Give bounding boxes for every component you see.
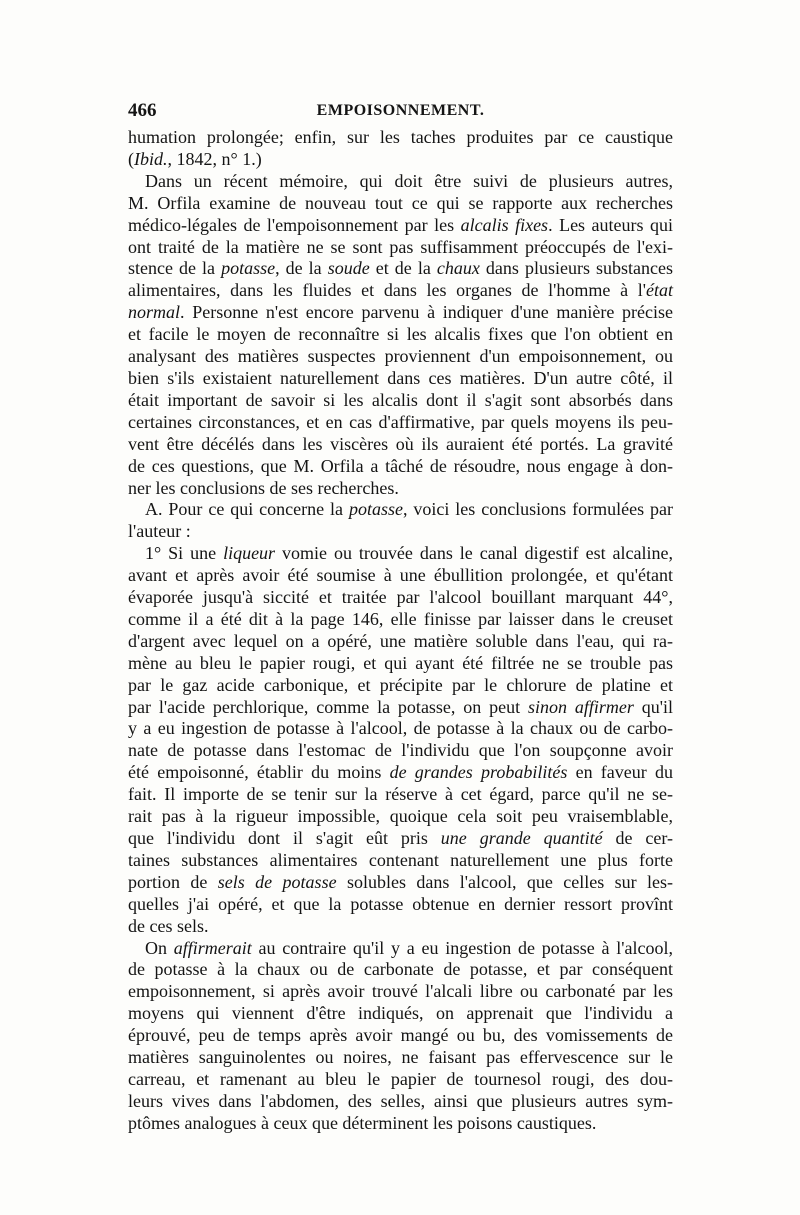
- text-run: On: [145, 937, 174, 958]
- text-run: en faveur du: [567, 762, 673, 783]
- text-run: y a eu ingestion de potasse à l'alcool, de potasse à la chaux ou de carbo-: [128, 718, 673, 739]
- text-line: [128, 412, 673, 434]
- text-line: [128, 1113, 673, 1135]
- text-run: M. Orfila examine de nouveau tout ce qui se rapporte aux recherches: [128, 192, 673, 213]
- text-line: [128, 1069, 673, 1091]
- text-run: par l'acide perchlorique, comme la potasse, on peut: [128, 696, 529, 717]
- text-run: portion de: [128, 871, 218, 892]
- text-line: [128, 894, 673, 916]
- italic-text: affirmerait: [173, 937, 252, 958]
- running-head: EMPOISONNEMENT.: [316, 102, 485, 119]
- text-line: [128, 215, 673, 237]
- italic-text: alcalis fixes: [460, 214, 549, 235]
- text-run: que l'individu dont il s'agit eût pris: [128, 828, 441, 848]
- text-line: [128, 850, 673, 872]
- text-line: [128, 675, 673, 697]
- text-run: , voici les conclusions formulées par: [402, 499, 673, 520]
- text-run: de potasse à la chaux ou de carbonate de potasse, et par conséquent: [128, 959, 673, 980]
- text-run: comme il a été dit à la page 146, elle finisse par laisser dans le creuset: [128, 608, 673, 629]
- text-run: quelles j'ai opéré, et que la potasse obtenue en dernier ressort provînt: [128, 893, 673, 914]
- italic-text: potasse: [348, 499, 403, 520]
- text-line: [128, 916, 673, 938]
- text-run: par le gaz acide carbonique, et précipite par le chlorure de platine et: [128, 674, 673, 695]
- text-line: [128, 280, 673, 302]
- italic-text: normal: [128, 302, 181, 323]
- text-run: mène au bleu le papier rougi, et qui ayant été filtrée ne se trouble pas: [128, 652, 673, 673]
- text-line: [128, 346, 673, 368]
- italic-text: une grande quantité: [440, 828, 603, 848]
- text-line: [128, 499, 673, 521]
- text-line: [128, 565, 673, 587]
- text-line: [128, 806, 673, 828]
- text-line: [128, 631, 673, 653]
- text-run: fait. Il importe de se tenir sur la réserve à cet égard, parce qu'il ne se-: [128, 784, 673, 805]
- text-run: Dans un récent mémoire, qui doit être suivi de plusieurs autres,: [145, 170, 673, 191]
- italic-text: chaux: [436, 258, 480, 279]
- text-run: de ces questions, que M. Orfila a tâché de résoudre, nous engage à don-: [128, 455, 673, 476]
- text-run: ner les conclusions de ses recherches.: [128, 477, 399, 498]
- text-run: moyens qui viennent d'être indiqués, on apprenait que l'individu a: [128, 1003, 673, 1024]
- text-line: [128, 390, 673, 412]
- text-line: [128, 1047, 673, 1069]
- text-run: leurs vives dans l'abdomen, des selles, ainsi que plusieurs autres sym-: [128, 1090, 673, 1111]
- text-run: ont traité de la matière ne se sont pas suffisamment préoccupés de l'exi-: [128, 236, 673, 257]
- text-run: avant et après avoir été soumise à une ébullition prolongée, et qu'étant: [128, 565, 673, 586]
- text-line: [128, 653, 673, 675]
- italic-text: sinon affirmer: [528, 696, 634, 717]
- text-line: [128, 828, 673, 850]
- text-line: [128, 872, 673, 894]
- text-run: de cer-: [602, 828, 673, 848]
- page-header: [128, 100, 673, 126]
- text-run: matières sanguinolentes ou noires, ne faisant pas effervescence sur le: [128, 1047, 673, 1068]
- text-line: [128, 324, 673, 346]
- text-run: stence de la: [128, 258, 222, 279]
- text-line: [128, 587, 673, 609]
- text-run: et facile le moyen de reconnaître si les alcalis fixes que l'on obtient en: [128, 324, 673, 345]
- text-line: [128, 718, 673, 740]
- italic-text: Ibid.: [134, 148, 168, 169]
- text-line: [128, 784, 673, 806]
- text-run: nate de potasse dans l'estomac de l'individu que l'on soupçonne avoir: [128, 740, 673, 761]
- italic-text: soude: [327, 258, 370, 279]
- text-run: qu'il: [633, 696, 673, 717]
- text-run: empoisonnement, si après avoir trouvé l'alcali libre ou carbonaté par les: [128, 981, 673, 1002]
- text-run: , de la: [275, 258, 328, 279]
- text-run: de ces sels.: [128, 915, 209, 936]
- text-line: [128, 740, 673, 762]
- text-run: dans plusieurs substances: [479, 258, 673, 279]
- text-run: certaines circonstances, et en cas d'affirmative, par quels moyens ils peu-: [128, 411, 673, 432]
- text-line: [128, 543, 673, 565]
- text-line: [128, 171, 673, 193]
- text-line: [128, 237, 673, 259]
- text-run: ptômes analogues à ceux que déterminent les poisons caustiques.: [128, 1112, 597, 1133]
- text-run: taines substances alimentaires contenant naturellement une plus forte: [128, 849, 673, 870]
- italic-text: sels de potasse: [217, 871, 337, 892]
- text-line: [128, 521, 673, 543]
- text-run: solubles dans l'alcool, que celles sur les-: [336, 871, 673, 892]
- text-run: 1° Si une: [145, 543, 224, 564]
- text-line: [128, 456, 673, 478]
- text-run: bien s'ils existaient naturellement dans ces matières. D'un autre côté, il: [128, 367, 673, 388]
- text-run: d'argent avec lequel on a opéré, une matière soluble dans l'eau, qui ra-: [128, 630, 673, 651]
- text-run: . Les auteurs qui: [548, 214, 674, 235]
- text-run: et de la: [369, 258, 437, 279]
- text-run: vomie ou trouvée dans le canal digestif est alcaline,: [275, 543, 673, 564]
- text-run: . Personne n'est encore parvenu à indiquer d'une manière précise: [180, 302, 673, 323]
- text-run: analysant des matières suspectes proviennent d'un empoisonnement, ou: [128, 346, 673, 367]
- italic-text: liqueur: [223, 543, 276, 564]
- text-line: [128, 258, 673, 280]
- text-run: été empoisonné, établir du moins: [128, 762, 390, 783]
- text-line: [128, 981, 673, 1003]
- italic-text: potasse: [221, 258, 276, 279]
- text-run: carreau, et ramenant au bleu le papier de tournesol rougi, des dou-: [128, 1068, 673, 1089]
- text-line: [128, 1025, 673, 1047]
- text-run: (: [128, 148, 134, 169]
- text-run: humation prolongée; enfin, sur les taches produites par ce caustique: [128, 127, 673, 147]
- text-run: éprouvé, peu de temps après avoir mangé ou bu, des vomissements de: [128, 1025, 673, 1046]
- body-text: [128, 127, 673, 1135]
- text-line: [128, 609, 673, 631]
- text-run: était important de savoir si les alcalis dont il s'agit sont absorbés dans: [128, 389, 673, 410]
- text-line: [128, 697, 673, 719]
- italic-text: état: [646, 280, 673, 301]
- text-run: médico-légales de l'empoisonnement par les: [128, 214, 461, 235]
- text-line: [128, 1091, 673, 1113]
- text-run: l'auteur :: [128, 521, 191, 542]
- text-run: rait pas à la rigueur impossible, quoique cela soit peu vraisemblable,: [128, 806, 673, 827]
- text-line: [128, 1003, 673, 1025]
- text-run: au contraire qu'il y a eu ingestion de potasse à l'alcool,: [251, 937, 673, 958]
- text-run: évaporée jusqu'à siccité et traitée par l'alcool bouillant marquant 44°,: [128, 587, 673, 608]
- text-line: [128, 149, 673, 171]
- text-line: [128, 127, 673, 149]
- text-line: [128, 762, 673, 784]
- text-line: [128, 938, 673, 960]
- text-line: [128, 193, 673, 215]
- text-run: vent être décélés dans les viscères où ils auraient été portés. La gravité: [128, 433, 673, 454]
- text-line: [128, 302, 673, 324]
- text-line: [128, 368, 673, 390]
- italic-text: de grandes probabilités: [389, 762, 568, 783]
- text-line: [128, 434, 673, 456]
- page-number: 466: [128, 100, 157, 121]
- text-run: , 1842, n° 1.): [167, 148, 262, 169]
- text-line: [128, 478, 673, 500]
- text-run: A. Pour ce qui concerne la: [145, 499, 349, 520]
- text-line: [128, 959, 673, 981]
- text-run: alimentaires, dans les fluides et dans les organes de l'homme à l': [128, 280, 646, 301]
